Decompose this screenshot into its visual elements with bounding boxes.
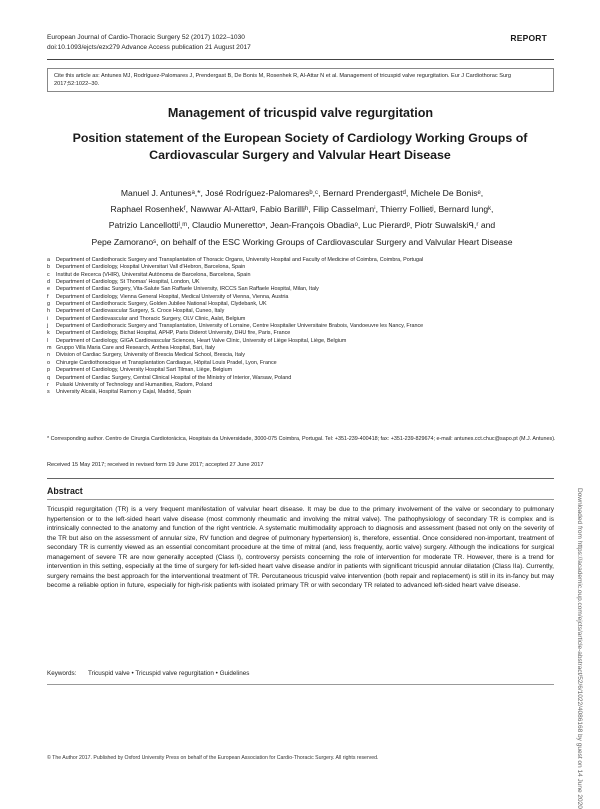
received-dates: Received 15 May 2017; received in revised form 19 June 2017; accepted 27 June 2017 [47, 462, 264, 468]
affiliation-text: Department of Cardiac Surgery, Central Clinical Hospital of the Ministry of Interior, Warsaw, Poland [56, 374, 292, 381]
copyright-footer: © The Author 2017. Published by Oxford University Press on behalf of the European Association for Cardio-Thoracic Surgery. All rights reserved. [47, 755, 379, 761]
author-line: Pepe Zamoranoˢ, on behalf of the ESC Working Groups of Cardiovascular Surgery and Valvular Heart Disease [91, 236, 513, 247]
affiliation-list [47, 257, 557, 397]
section-label: REPORT [510, 33, 547, 43]
affiliation-marker: q [47, 374, 50, 381]
abstract-heading-rule [47, 499, 554, 500]
header-divider [47, 59, 554, 60]
abstract-bottom-rule [47, 684, 554, 685]
affiliation-marker: i [47, 315, 49, 322]
affiliation-text: University Alcalá, Hospital Ramon y Cajal, Madrid, Spain [56, 389, 192, 396]
affiliation-text: Institut de Recerca (VHIR), Universitat Autònoma de Barcelona, Barcelona, Spain [56, 271, 251, 278]
affiliation-item [47, 279, 557, 286]
affiliation-item [47, 382, 557, 389]
affiliation-marker: b [47, 264, 50, 271]
affiliation-item [47, 294, 557, 301]
affiliation-text: Department of Cardiac Surgery, Vita-Salute San Raffaele University, IRCCS San Raffaele Hospital, Milan, Italy [56, 286, 319, 293]
author-line: Raphael Rosenhekᶠ, Nawwar Al-Attarᵍ, Fabio Barilliʰ, Filip Casselmanⁱ, Thierry Follietʲ, Bernard Iungᵏ, [110, 204, 494, 215]
affiliation-item [47, 323, 557, 330]
author-list [60, 185, 544, 250]
abstract-top-rule [47, 478, 554, 479]
paper-subtitle: Position statement of the European Society of Cardiology Working Groups of Cardiovascular Surgery and Valvular Heart Disease [72, 131, 528, 162]
affiliation-item [47, 286, 557, 293]
affiliation-item [47, 367, 557, 374]
affiliation-text: Department of Cardiology, Vienna General Hospital, Medical University of Vienna, Vienna, Austria [56, 293, 289, 300]
affiliation-item [47, 375, 557, 382]
affiliation-marker: p [47, 367, 50, 374]
affiliation-item [47, 338, 557, 345]
abstract-heading: Abstract [47, 486, 83, 496]
author-line: Patrizio Lancellottiˡ,ᵐ, Claudio Munerettoⁿ, Jean-François Obadiaᵒ, Luc Pierardᵖ, Piotr Suwalskiᑫ,ʳ and [108, 220, 496, 231]
affiliation-text: Department of Cardiology, Bichat Hospital, APHP, Paris Diderot University, DHU fire, Paris, France [56, 330, 291, 337]
keywords-list: Tricuspid valve • Tricuspid valve regurgitation • Guidelines [88, 670, 250, 677]
affiliation-item [47, 352, 557, 359]
download-watermark: Downloaded from https://academic.oup.com/ejcts/article-abstract/52/6/1022/4086168 by guest on 14 June 2020 [576, 488, 583, 809]
affiliation-marker: o [47, 359, 50, 366]
affiliation-item [47, 301, 557, 308]
doi-line: doi:10.1093/ejcts/ezx279 Advance Access publication 21 August 2017 [47, 43, 251, 51]
affiliation-text: Department of Cardiothoracic Surgery and Transplantation of Thoracic Organs, University Hospital and Faculty of Medicine of Coimbra, Coimbra, Portugal [56, 257, 424, 263]
affiliation-item [47, 389, 557, 396]
affiliation-item [47, 316, 557, 323]
affiliation-item [47, 330, 557, 337]
corresponding-author: * Corresponding author. Centro de Cirurgia Cardiotorácica, Hospitais da Universidade, 3000-075 Coimbra, Portugal. Tel: +351-239-400418; fax: +351-239-829674; e-mail: antunes.cct.chuc@sapo.pt (M.J. Antunes). [47, 436, 556, 442]
affiliation-marker: h [47, 308, 50, 315]
affiliation-text: Department of Cardiology, GIGA Cardiovascular Sciences, Heart Valve Clinic, University of Liège Hospital, Liège, Belgium [56, 337, 347, 344]
affiliation-text: Pulaski University of Technology and Humanities, Radom, Poland [56, 381, 213, 388]
affiliation-text: Department of Cardiology, St Thomas' Hospital, London, UK [56, 279, 200, 286]
affiliation-text: Division of Cardiac Surgery, University of Brescia Medical School, Brescia, Italy [56, 352, 245, 359]
journal-citation-line: European Journal of Cardio-Thoracic Surgery 52 (2017) 1022–1030 [47, 34, 245, 41]
affiliation-marker: k [47, 330, 50, 337]
affiliation-marker: a [47, 257, 50, 263]
abstract-body: Tricuspid regurgitation (TR) is a very frequent manifestation of valvular heart disease. It may be due to the primary involvement of the valve or secondary to pulmonary hypertension or to the left-sided heart valve disease (most commonly rheumatic and involving the mitral valve). The pathophysiology of secondary TR is complex and is intrinsically connected to the anatomy and function of the right ventricle. A systematic multimodality approach to diagnosis and assessment (based not only on the severity of the TR but also on the assessment of annular size, RV function and degree of pulmonary hypertension) is, therefore, essential. Once considered non-important, treatment of secondary TR is currently viewed as an essential concomitant procedure at the time of mitral (and, less frequently, aortic valve) surgery. Although the indications for surgical management of severe TR are now generally accepted (Class I), controversy persists concerning the role of intervention for moderate TR. However, there is a trend for intervention in this setting, especially at the time of surgery for left-sided heart valve disease and/or in patients with significant tricuspid annular dilatation (Class IIa). Currently, surgery remains the best approach for the interventional treatment of TR. Percutaneous tricuspid valve intervention (both repair and replacement) is still in its in-fancy but may become a reliable option in future, especially for high-risk patients with isolated primary TR or with secondary TR related to advanced left-sided heart valve disease. [47, 506, 554, 590]
affiliation-item [47, 360, 557, 367]
keywords-label: Keywords: [47, 670, 77, 677]
affiliation-text: Department of Cardiovascular and Thoracic Surgery, OLV Clinic, Aalst, Belgium [56, 315, 246, 322]
affiliation-item [47, 308, 557, 315]
keywords [47, 670, 249, 677]
affiliation-text: Department of Cardiothoracic Surgery and Transplantation, University of Lorraine, Centre Hospitalier Universitaire Brabois, Vandoeuvre les Nancy, France [56, 323, 424, 330]
journal-header [47, 33, 251, 52]
affiliation-marker: g [47, 301, 50, 308]
affiliation-text: Department of Cardiology, University Hospital Sart Tilman, Liège, Belgium [56, 367, 233, 374]
affiliation-text: Chirurgie Cardiothoracique et Transplantation Cardiaque, Hôpital Louis Pradel, Lyon, France [56, 359, 277, 366]
affiliation-marker: n [47, 352, 50, 359]
affiliation-marker: j [47, 323, 49, 330]
author-line: Manuel J. Antunesᵃ,*, José Rodríguez-Palomaresᵇ,ᶜ, Bernard Prendergastᵈ, Michele De Bonisᵉ, [120, 188, 484, 198]
affiliation-marker: r [47, 381, 49, 388]
paper-title: Management of tricuspid valve regurgitation [167, 106, 434, 120]
affiliation-marker: d [47, 279, 50, 286]
cite-this-article-box: Cite this article as: Antunes MJ, Rodríguez-Palomares J, Prendergast B, De Bonis M, Rosenhek R, Al-Attar N et al. Management of tricuspid valve regurgitation. Eur J Cardiothorac Surg 2017;52:1022–30. [47, 68, 554, 92]
affiliation-text: Department of Cardiothoracic Surgery, Golden Jubilee National Hospital, Clydebank, UK [56, 301, 267, 308]
affiliation-item [47, 257, 557, 264]
affiliation-marker: s [47, 389, 50, 396]
affiliation-item [47, 272, 557, 279]
affiliation-text: Department of Cardiology, Hospital Universitari Vall d'Hebron, Barcelona, Spain [56, 264, 246, 271]
affiliation-marker: c [47, 271, 50, 278]
affiliation-marker: m [47, 345, 52, 352]
affiliation-text: Gruppo Villa Maria Care and Research, Anthea Hospital, Bari, Italy [56, 345, 216, 352]
affiliation-text: Department of Cardiovascular Surgery, S. Croce Hospital, Cuneo, Italy [56, 308, 225, 315]
affiliation-item [47, 345, 557, 352]
affiliation-marker: l [47, 337, 49, 344]
affiliation-marker: e [47, 286, 50, 293]
affiliation-item [47, 264, 557, 271]
affiliation-marker: f [47, 293, 49, 300]
